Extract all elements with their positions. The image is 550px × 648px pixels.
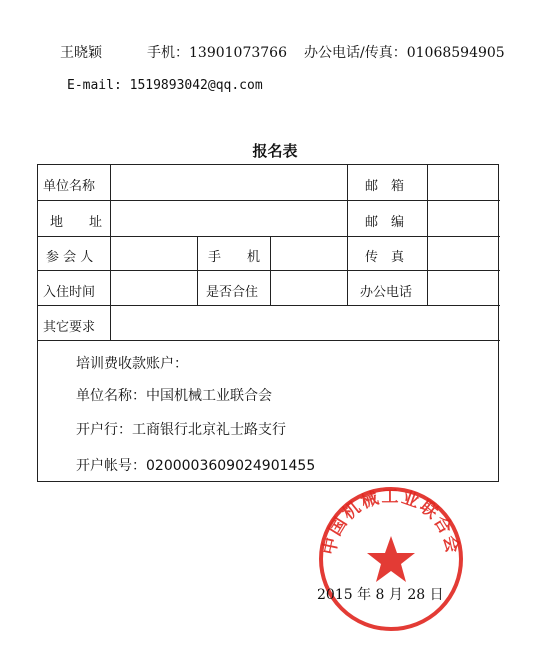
contact-office-phone: 办公电话/传真：01068594905	[304, 45, 505, 61]
label-checkin-time: 入住时间	[43, 285, 96, 300]
row-divider	[38, 305, 500, 306]
svg-text:中国机械工业联合会: 中国机械工业联合会	[319, 486, 463, 557]
label-mobile: 手 机	[208, 250, 261, 265]
label-postcode: 邮 编	[365, 215, 405, 230]
payment-bank: 开户行：工商银行北京礼士路支行	[76, 422, 286, 438]
row-divider	[38, 236, 500, 237]
col-divider	[347, 236, 348, 305]
payment-unit-name: 单位名称：中国机械工业联合会	[76, 388, 272, 404]
contact-mobile: 手机：13901073766	[147, 45, 287, 61]
label-other-requirements: 其它要求	[43, 320, 96, 335]
label-address: 地 址	[50, 215, 103, 230]
row-divider	[38, 200, 500, 201]
contact-name: 王晓颖	[60, 45, 102, 61]
label-mailbox: 邮 箱	[365, 179, 405, 194]
label-attendee: 参 会 人	[46, 250, 94, 265]
col-divider	[427, 165, 428, 305]
document-date: 2015 年 8 月 28 日	[317, 587, 444, 603]
col-divider	[197, 236, 198, 305]
label-office-phone: 办公电话	[360, 285, 413, 300]
form-title: 报名表	[252, 142, 298, 160]
seal-star-icon	[367, 536, 415, 582]
payment-heading: 培训费收款账户：	[76, 356, 188, 372]
label-fax: 传 真	[365, 250, 405, 265]
official-seal-stamp	[316, 484, 466, 634]
label-share-room: 是否合住	[206, 285, 259, 300]
contact-email: E-mail: 1519893042@qq.com	[67, 78, 263, 93]
registration-form	[37, 164, 499, 482]
col-divider	[347, 165, 348, 236]
payment-account: 开户帐号：0200003609024901455	[76, 458, 316, 474]
label-unit-name: 单位名称	[43, 179, 96, 194]
row-divider	[38, 270, 500, 271]
col-divider	[270, 236, 271, 305]
col-divider	[110, 165, 111, 340]
row-divider	[38, 340, 500, 341]
